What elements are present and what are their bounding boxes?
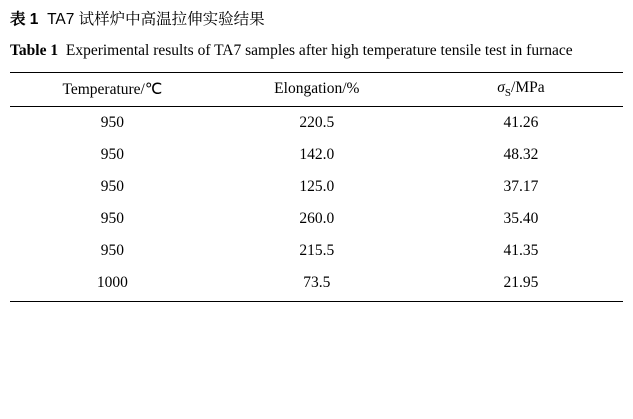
cell-strength: 37.17 xyxy=(503,178,539,196)
results-table-wrapper xyxy=(10,72,623,302)
sigma-symbol: σ xyxy=(497,79,505,97)
column-header-strength xyxy=(419,73,623,107)
cell-temperature: 1000 xyxy=(96,274,128,292)
cell-temperature: 950 xyxy=(100,242,124,260)
cell-strength: 41.26 xyxy=(503,114,539,132)
cell-temperature: 950 xyxy=(100,146,124,164)
cell-elongation: 125.0 xyxy=(299,178,335,196)
cell-strength: 48.32 xyxy=(503,146,539,164)
caption-english-label: Table 1 xyxy=(10,42,59,60)
cell-elongation: 215.5 xyxy=(299,242,335,260)
table-body xyxy=(10,107,623,300)
sigma-subscript: S xyxy=(504,87,512,100)
cell-temperature: 950 xyxy=(100,114,124,132)
caption-english-text: Experimental results of TA7 samples after high temperature tensile test in furnace xyxy=(65,42,573,60)
column-header-elongation: Elongation/% xyxy=(274,80,360,98)
table-bottom-rule xyxy=(10,301,623,302)
table-row xyxy=(10,203,623,235)
cell-elongation: 73.5 xyxy=(303,274,331,292)
table-row xyxy=(10,171,623,203)
table-row xyxy=(10,235,623,267)
cell-strength: 41.35 xyxy=(503,242,539,260)
cell-elongation: 142.0 xyxy=(299,146,335,164)
results-table xyxy=(10,72,623,299)
table-row xyxy=(10,107,623,140)
caption-english xyxy=(10,38,622,63)
caption-chinese-text: TA7 试样炉中高温拉伸实验结果 xyxy=(47,11,265,28)
caption-chinese xyxy=(10,8,623,31)
caption-chinese-label: 表 1 xyxy=(10,11,39,28)
sigma-unit: /MPa xyxy=(511,79,545,97)
table-row xyxy=(10,267,623,299)
table-row xyxy=(10,139,623,171)
table-head xyxy=(10,73,623,107)
cell-elongation: 220.5 xyxy=(299,114,335,132)
cell-strength: 21.95 xyxy=(503,274,539,292)
cell-temperature: 950 xyxy=(100,210,124,228)
cell-elongation: 260.0 xyxy=(299,210,335,228)
cell-temperature: 950 xyxy=(100,178,124,196)
column-header-temperature: Temperature/℃ xyxy=(62,80,163,98)
cell-strength: 35.40 xyxy=(503,210,539,228)
table-header-row xyxy=(10,73,623,107)
